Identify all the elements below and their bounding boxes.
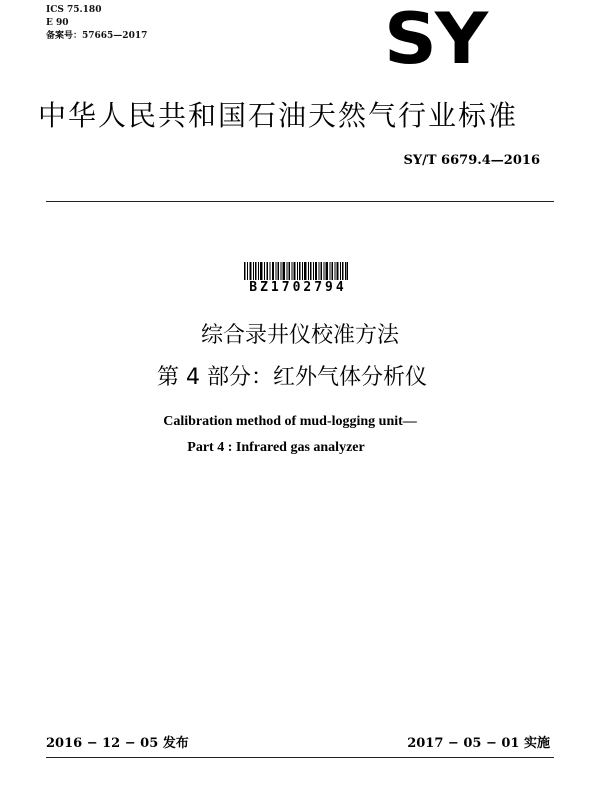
record-number: 备案号：57665—2017 (46, 31, 148, 41)
barcode-number: BZ1702794 (249, 280, 347, 295)
top-divider (46, 201, 554, 202)
english-title-line-1: Calibration method of mud-logging unit— (163, 414, 417, 429)
sy-logo: SY (384, 0, 486, 80)
ccs-code: E 90 (46, 18, 69, 28)
ics-code: ICS 75.180 (46, 5, 102, 15)
standard-number: SY/T 6679.4—2016 (403, 153, 540, 168)
barcode-icon (244, 262, 348, 280)
english-title-line-2: Part 4 : Infrared gas analyzer (187, 440, 365, 455)
bottom-divider (46, 757, 554, 758)
standard-category-title: 中华人民共和国石油天然气行业标准 (38, 99, 519, 132)
issue-date: 2016 − 12 − 05 发布 (46, 736, 189, 751)
classification-block (46, 4, 147, 43)
chinese-title-line-2: 第 4 部分：红外气体分析仪 (157, 365, 427, 390)
implementation-date: 2017 − 05 − 01 实施 (407, 736, 550, 751)
chinese-title-line-1: 综合录井仪校准方法 (200, 323, 399, 348)
